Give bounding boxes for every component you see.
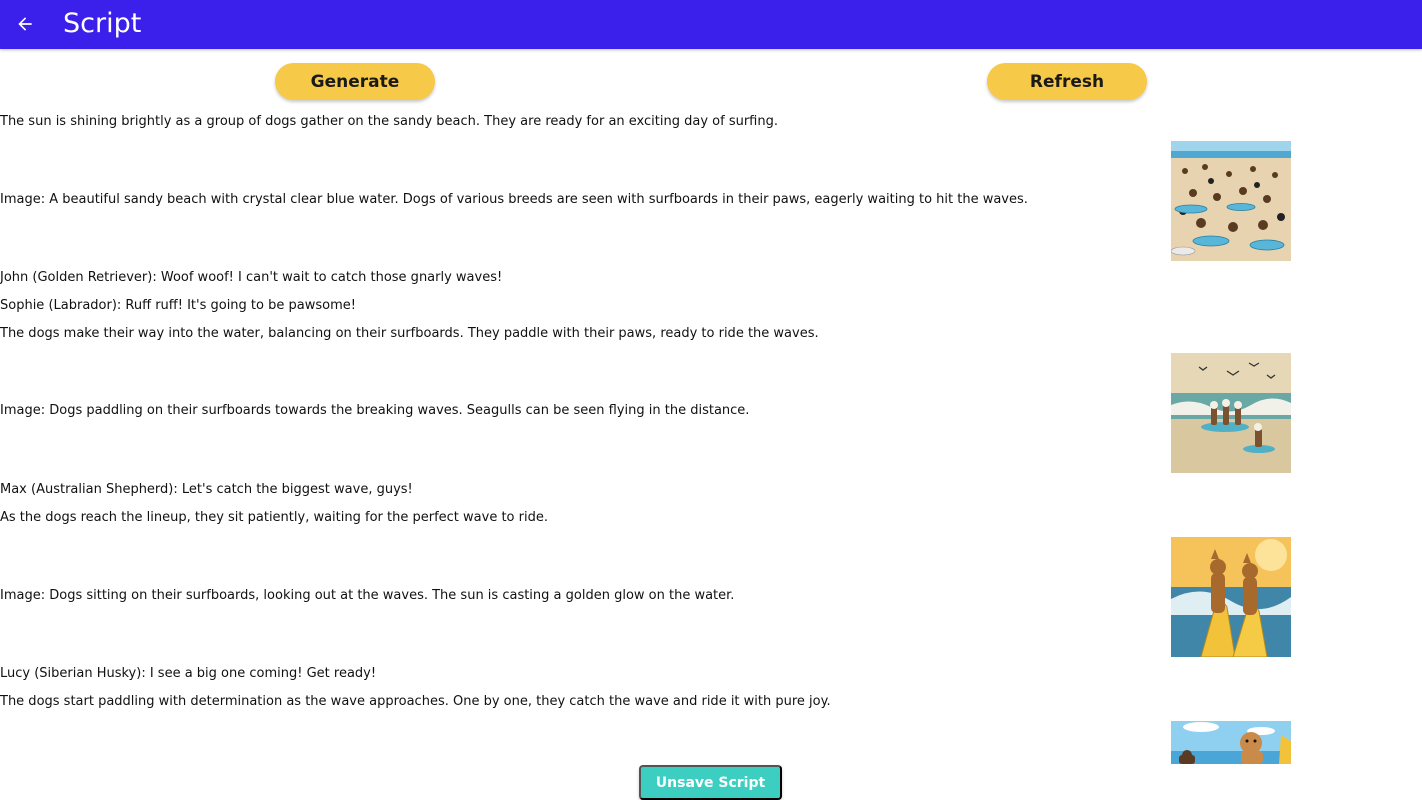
arrow-left-icon: [15, 14, 35, 34]
generated-image-sunset: [1171, 537, 1291, 657]
script-line: As the dogs reach the lineup, they sit patiently, waiting for the perfect wave to ride.: [0, 510, 548, 525]
back-button[interactable]: [10, 9, 40, 39]
unsave-script-button[interactable]: Unsave Script: [639, 765, 782, 800]
script-line: The dogs make their way into the water, balancing on their surfboards. They paddle with their paws, ready to ride the waves.: [0, 326, 819, 341]
app-bar: [0, 0, 1422, 49]
image-description: Image: Dogs paddling on their surfboards towards the breaking waves. Seagulls can be seen flying in the distance.: [0, 403, 750, 418]
dialogue-line: Sophie (Labrador): Ruff ruff! It's going to be pawsome!: [0, 298, 356, 313]
generated-image-riding: [1171, 721, 1291, 764]
image-description: Image: Dogs sitting on their surfboards, looking out at the waves. The sun is casting a golden glow on the water.: [0, 588, 735, 603]
generated-image-paddling: [1171, 353, 1291, 473]
script-line: The sun is shining brightly as a group of dogs gather on the sandy beach. They are ready for an exciting day of surfing.: [0, 114, 778, 129]
refresh-button[interactable]: Refresh: [987, 63, 1147, 100]
generated-image-beach: [1171, 141, 1291, 261]
dialogue-line: Max (Australian Shepherd): Let's catch the biggest wave, guys!: [0, 482, 413, 497]
page-title: Script: [63, 8, 142, 39]
generate-button[interactable]: Generate: [275, 63, 435, 100]
dialogue-line: Lucy (Siberian Husky): I see a big one coming! Get ready!: [0, 666, 377, 681]
dialogue-line: John (Golden Retriever): Woof woof! I can't wait to catch those gnarly waves!: [0, 270, 503, 285]
image-description: Image: A beautiful sandy beach with crystal clear blue water. Dogs of various breeds are seen with surfboards in their paws, eagerly waiting to hit the waves.: [0, 192, 1028, 207]
script-line: The dogs start paddling with determination as the wave approaches. One by one, they catch the wave and ride it with pure joy.: [0, 694, 831, 709]
